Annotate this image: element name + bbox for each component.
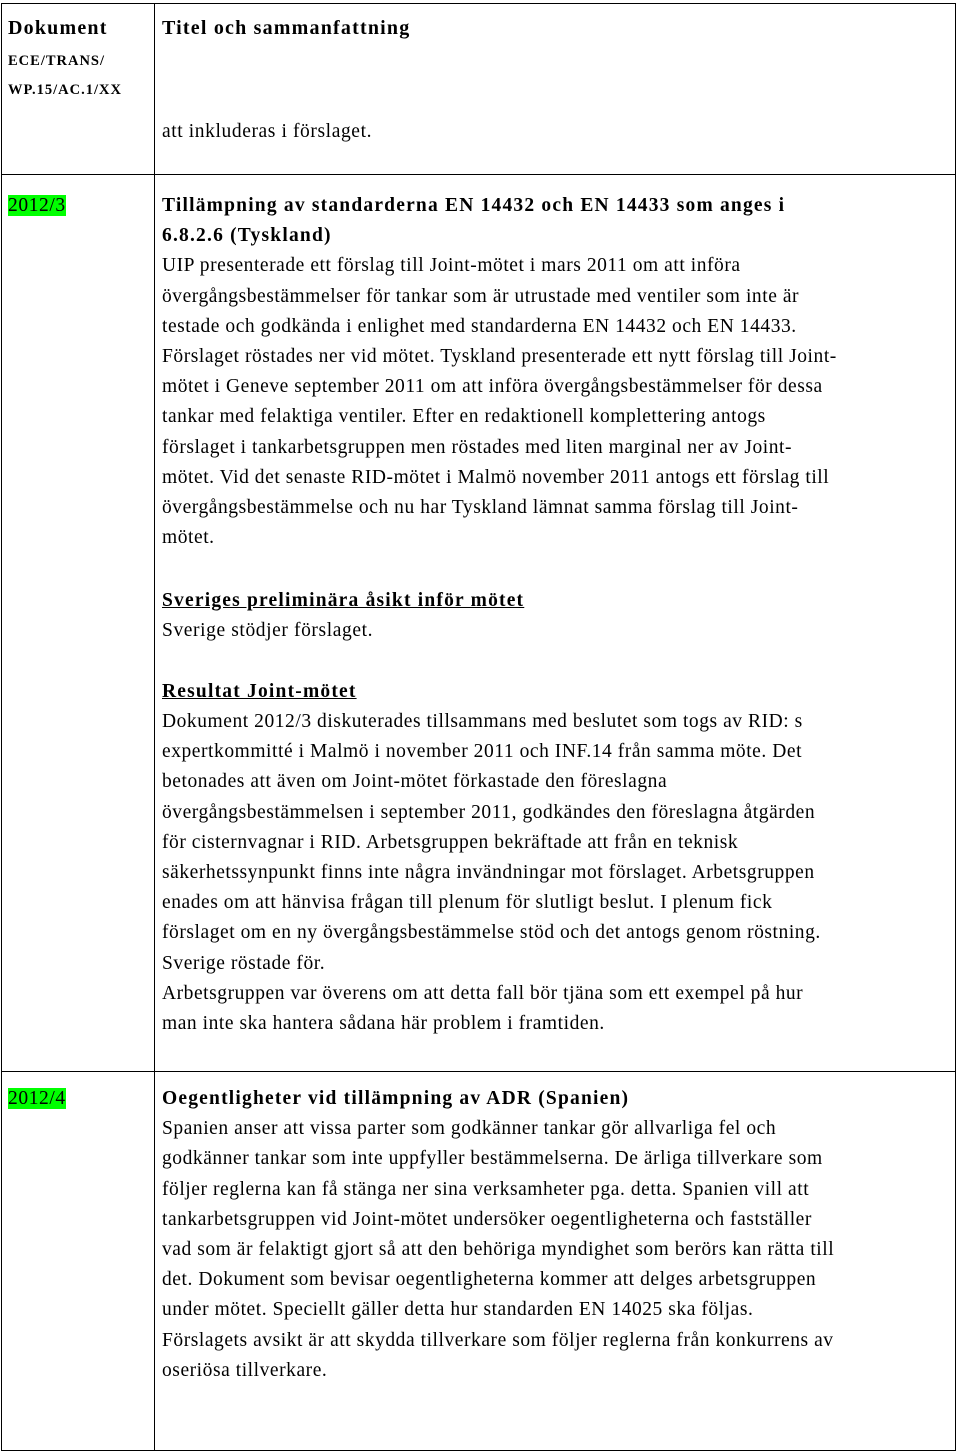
result-line: förslaget om en ny övergångsbestämmelse stöd och det antogs genom röstning.	[162, 922, 821, 944]
summary-line: tankarbetsgruppen vid Joint-mötet undersöker oegentligheterna och fastställer	[162, 1208, 812, 1230]
summary-line: tankar med felaktiga ventiler. Efter en redaktionell komplettering antogs	[162, 406, 766, 428]
result-line: Sverige röstade för.	[162, 952, 326, 974]
summary-line: UIP presenterade ett förslag till Joint-mötet i mars 2011 om att införa	[162, 255, 741, 277]
summary-line: oseriösa tillverkare.	[162, 1359, 328, 1381]
result-heading: Resultat Joint-mötet	[162, 681, 357, 702]
document-number-highlight: 2012/3	[8, 195, 66, 216]
summary-line: Förslagets avsikt är att skydda tillverkare som följer reglerna från konkurrens av	[162, 1329, 834, 1351]
document-ref-line1: ECE/TRANS/	[8, 53, 106, 69]
summary-line: godkänner tankar som inte uppfyller bestämmelserna. De ärliga tillverkare som	[162, 1148, 823, 1170]
row-divider-1	[1, 174, 956, 175]
document-number	[8, 1084, 66, 1114]
summary-line: Förslaget röstades ner vid mötet. Tyskland presenterade ett nytt förslag till Joint-	[162, 345, 837, 367]
summary-line: under mötet. Speciellt gäller detta hur standarden EN 14025 ska följas.	[162, 1299, 754, 1321]
column-header-title: Titel och sammanfattning	[162, 17, 411, 39]
summary-line: testade och godkända i enlighet med standarderna EN 14432 och EN 14433.	[162, 315, 797, 337]
item-title-line: 6.8.2.6 (Tyskland)	[162, 225, 332, 247]
item-title-line: Oegentligheter vid tillämpning av ADR (Spanien)	[162, 1088, 630, 1109]
result-line: betonades att även om Joint-mötet förkastade den föreslagna	[162, 771, 668, 793]
summary-line: förslaget i tankarbetsgruppen men röstades med liten marginal ner av Joint-	[162, 436, 793, 458]
column-header-document: Dokument	[8, 17, 108, 39]
result-line: Dokument 2012/3 diskuterades tillsammans med beslutet som togs av RID: s	[162, 711, 803, 732]
summary-line: mötet.	[162, 527, 215, 549]
item-title-line: Tillämpning av standarderna EN 14432 och EN 14433 som anges i	[162, 195, 786, 216]
summary-line: vad som är felaktigt gjort så att den behöriga myndighet som berörs kan rätta till	[162, 1238, 835, 1260]
column-divider	[154, 3, 155, 1451]
table-border-top	[1, 3, 956, 4]
result-line: expertkommitté i Malmö i november 2011 och INF.14 från samma möte. Det	[162, 741, 803, 763]
opinion-heading: Sveriges preliminära åsikt inför mötet	[162, 590, 525, 611]
table-border-left	[1, 3, 2, 1451]
result-line: säkerhetssynpunkt finns inte några invändningar mot förslaget. Arbetsgruppen	[162, 861, 815, 883]
summary-line: övergångsbestämmelser för tankar som är utrustade med ventiler som inte är	[162, 285, 800, 307]
summary-line: det. Dokument som bevisar oegentligheterna kommer att delges arbetsgruppen	[162, 1269, 817, 1291]
result-line: för cisternvagnar i RID. Arbetsgruppen bekräftade att från en teknisk	[162, 831, 739, 853]
summary-line: följer reglerna kan få stänga ner sina verksamheter pga. detta. Spanien vill att	[162, 1178, 810, 1200]
item-summary	[162, 1084, 834, 1386]
result-line: övergångsbestämmelsen i september 2011, godkändes den föreslagna åtgärden	[162, 801, 816, 823]
table-border-bottom	[1, 1450, 956, 1451]
result-line: Arbetsgruppen var överens om att detta fall bör tjäna som ett exempel på hur	[162, 982, 804, 1004]
table-border-right	[955, 3, 956, 1451]
summary-line: mötet. Vid det senaste RID-mötet i Malmö november 2011 antogs ett förslag till	[162, 466, 830, 488]
item-summary	[162, 191, 837, 553]
result-line: enades om att hänvisa frågan till plenum för slutligt beslut. I plenum fick	[162, 892, 773, 914]
summary-line: övergångsbestämmelse och nu har Tyskland lämnat samma förslag till Joint-	[162, 496, 799, 518]
document-number	[8, 191, 66, 221]
continuation-text: att inkluderas i förslaget.	[162, 121, 373, 142]
result-line: man inte ska hantera sådana här problem i framtiden.	[162, 1012, 605, 1034]
summary-line: mötet i Geneve september 2011 om att införa övergångsbestämmelser för dessa	[162, 376, 823, 398]
document-number-highlight: 2012/4	[8, 1088, 66, 1109]
document-ref-line2: WP.15/AC.1/XX	[8, 82, 122, 98]
result-text	[162, 707, 821, 1039]
opinion-text: Sverige stödjer förslaget.	[162, 620, 374, 641]
summary-line: Spanien anser att vissa parter som godkänner tankar gör allvarliga fel och	[162, 1118, 777, 1140]
row-divider-2	[1, 1071, 956, 1072]
